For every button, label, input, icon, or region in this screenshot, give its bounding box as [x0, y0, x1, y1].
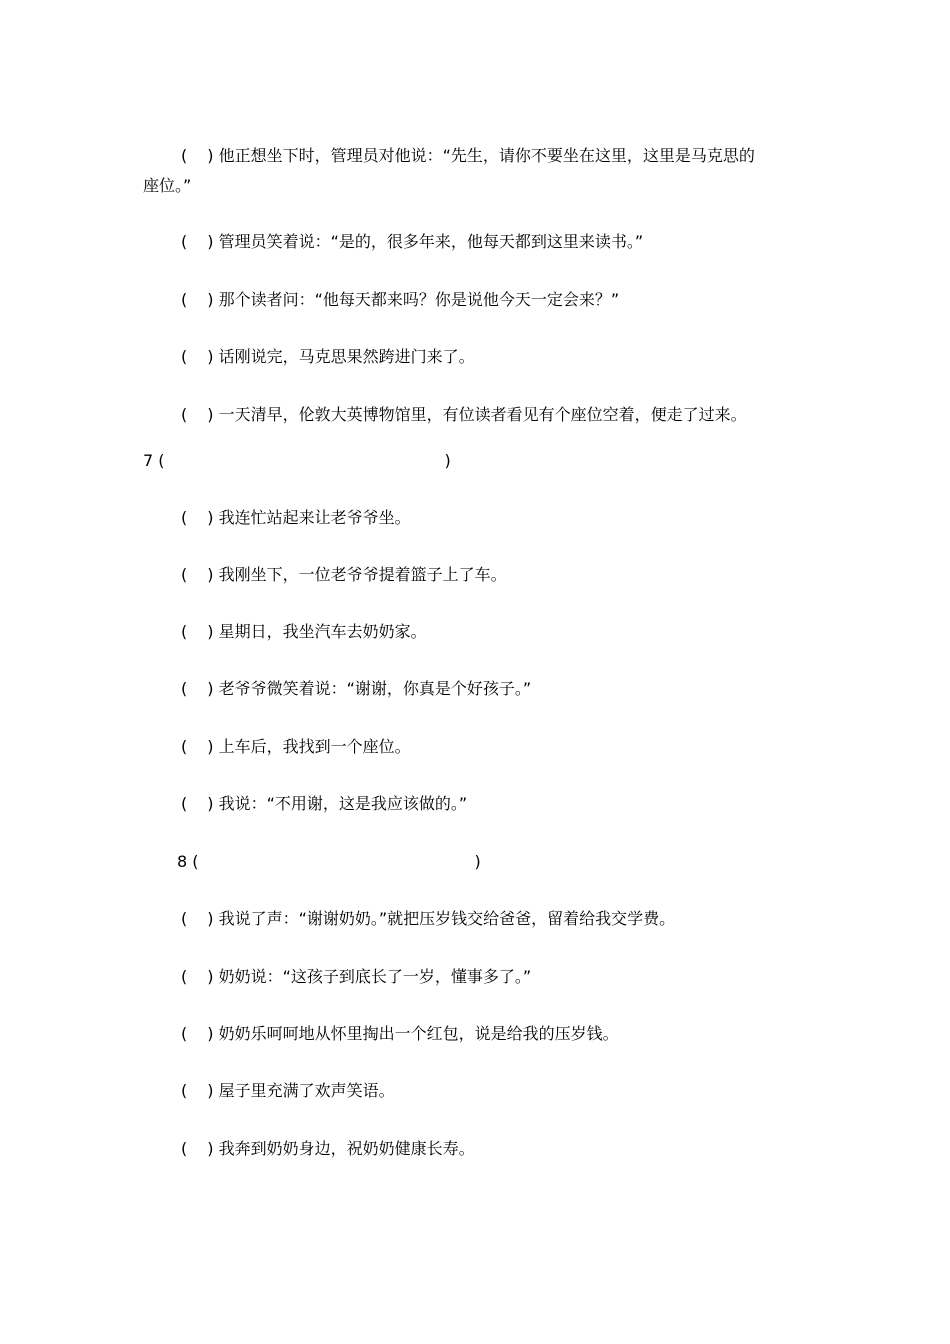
list-item — [181, 1023, 619, 1045]
answer-paren-close: ) — [207, 146, 214, 165]
sentence-continuation: 座位。” — [143, 176, 192, 195]
sentence-text: 一天清早，伦敦大英博物馆里，有位读者看见有个座位空着，便走了过来。 — [218, 405, 747, 424]
sentence-text: 他正想坐下时，管理员对他说：“先生，请你不要坐在这里，这里是马克思的 — [218, 146, 755, 165]
answer-paren-close: ) — [207, 794, 214, 813]
answer-paren-close: ) — [207, 1139, 214, 1158]
answer-paren-open: ( — [181, 405, 188, 424]
list-item — [181, 736, 411, 758]
list-item — [181, 289, 619, 311]
sentence-text: 我说：“不用谢，这是我应该做的。” — [218, 794, 468, 813]
answer-paren-close: ) — [207, 1081, 214, 1100]
answer-paren-open: ( — [181, 967, 188, 986]
list-item — [181, 793, 467, 815]
answer-paren-open: ( — [181, 1081, 188, 1100]
sentence-text: 老爷爷微笑着说：“谢谢，你真是个好孩子。” — [218, 679, 532, 698]
list-item — [181, 678, 531, 700]
list-item — [181, 564, 507, 586]
answer-paren-close: ) — [207, 1024, 214, 1043]
sentence-text: 管理员笑着说：“是的，很多年来，他每天都到这里来读书。” — [218, 232, 644, 251]
answer-paren-close: ) — [444, 451, 451, 470]
question-header-8 — [177, 851, 481, 873]
answer-paren-close: ) — [207, 565, 214, 584]
answer-paren-open: ( — [181, 1139, 188, 1158]
answer-paren-open: ( — [181, 909, 188, 928]
answer-paren-open: ( — [181, 565, 188, 584]
answer-paren-open: ( — [192, 852, 199, 871]
answer-paren-close: ) — [207, 347, 214, 366]
list-item — [181, 908, 675, 930]
answer-paren-open: ( — [181, 232, 188, 251]
answer-paren-open: ( — [181, 622, 188, 641]
answer-paren-open: ( — [181, 146, 188, 165]
answer-paren-close: ) — [207, 737, 214, 756]
sentence-text: 那个读者问：“他每天都来吗？你是说他今天一定会来？” — [218, 290, 620, 309]
list-item — [181, 145, 755, 167]
answer-paren-close: ) — [207, 622, 214, 641]
sentence-text: 屋子里充满了欢声笑语。 — [218, 1081, 395, 1100]
answer-paren-close: ) — [207, 405, 214, 424]
answer-paren-close: ) — [207, 909, 214, 928]
sentence-text: 奶奶说：“这孩子到底长了一岁，懂事多了。” — [218, 967, 532, 986]
sentence-text: 我连忙站起来让老爷爷坐。 — [218, 508, 411, 527]
list-item — [181, 1080, 395, 1102]
answer-paren-open: ( — [181, 347, 188, 366]
answer-paren-open: ( — [181, 1024, 188, 1043]
question-header-7 — [143, 450, 451, 472]
sentence-text: 我刚坐下，一位老爷爷提着篮子上了车。 — [218, 565, 507, 584]
answer-paren-open: ( — [181, 679, 188, 698]
list-item — [181, 621, 427, 643]
question-number: 8 — [177, 852, 188, 871]
question-number: 7 — [143, 451, 154, 470]
answer-paren-close: ) — [207, 967, 214, 986]
list-item — [181, 231, 643, 253]
answer-paren-open: ( — [181, 290, 188, 309]
answer-paren-open: ( — [181, 508, 188, 527]
list-item — [181, 507, 411, 529]
answer-paren-close: ) — [207, 290, 214, 309]
list-item — [181, 1138, 475, 1160]
answer-paren-close: ) — [207, 508, 214, 527]
answer-paren-close: ) — [474, 852, 481, 871]
sentence-text: 我奔到奶奶身边，祝奶奶健康长寿。 — [218, 1139, 475, 1158]
sentence-text: 话刚说完，马克思果然跨进门来了。 — [218, 347, 475, 366]
sentence-text: 我说了声：“谢谢奶奶。”就把压岁钱交给爸爸，留着给我交学费。 — [218, 909, 676, 928]
answer-paren-open: ( — [181, 737, 188, 756]
answer-paren-open: ( — [181, 794, 188, 813]
list-item — [181, 404, 747, 426]
list-item — [181, 346, 475, 368]
sentence-text: 奶奶乐呵呵地从怀里掏出一个红包，说是给我的压岁钱。 — [218, 1024, 619, 1043]
list-item — [181, 966, 531, 988]
sentence-text: 星期日，我坐汽车去奶奶家。 — [218, 622, 427, 641]
answer-paren-close: ) — [207, 232, 214, 251]
answer-paren-close: ) — [207, 679, 214, 698]
sentence-text: 上车后，我找到一个座位。 — [218, 737, 411, 756]
answer-paren-open: ( — [158, 451, 165, 470]
